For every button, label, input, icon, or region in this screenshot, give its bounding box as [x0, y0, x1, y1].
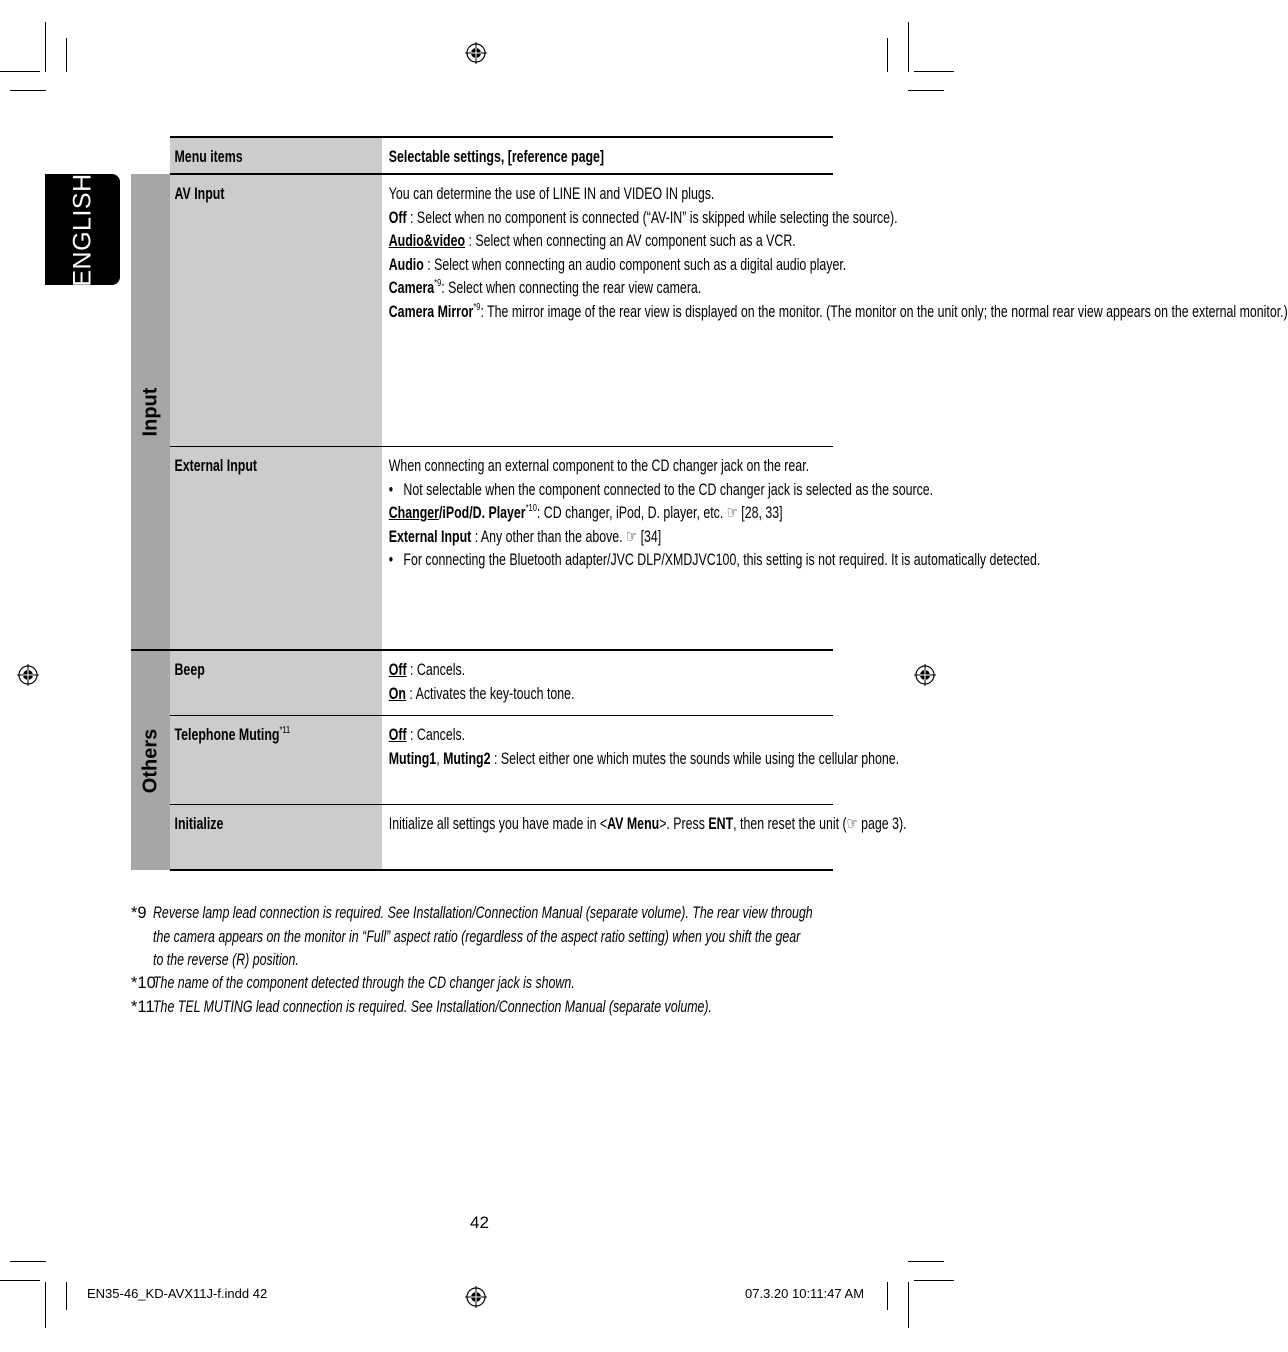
page-number: 42 [470, 1213, 489, 1232]
registration-mark-icon [914, 664, 936, 686]
crop-mark [887, 1282, 888, 1310]
crop-mark [10, 90, 46, 91]
option-external-input: External Input : Any other than the above. ☞ [34] [388, 527, 662, 546]
option-camera: Camera$^{*9}$: Select when connecting the rear view camera. [388, 278, 702, 297]
option-off: Off : Cancels. [388, 726, 466, 744]
av-input-description: You can determine the use of LINE IN and VIDEO IN plugs. Off : Select when no component is connected (“AV-IN” is skipped while selecting the source). Audio&video : Select when connecting an AV component such as a VCR. Audio : Select when connecting an audio component such as a digital audio player. Camera$^{*9}$: Select when connecting the rear view camera. Camera Mirror$^{*9}$: The mirror image of the rear view is displayed on the monitor. (The monitor on the unit only; the normal rear view appears on the external monitor.) [382, 175, 720, 324]
footnote: *11 The TEL MUTING lead connection is required. See Installation/Connection Manual (separate volume). [131, 998, 712, 1016]
crop-mark [914, 71, 954, 72]
telephone-muting-description [382, 716, 900, 771]
option-muting: Muting1, Muting2 : Select either one which mutes the sounds while using the cellular phone. [388, 749, 900, 768]
option-on: On : Activates the key-touch tone. [388, 684, 575, 703]
table-row-telephone-muting [131, 716, 833, 805]
menu-item-beep: Beep [174, 661, 205, 679]
option-off: Off : Cancels. [388, 661, 466, 679]
footnote: *9 Reverse lamp lead connection is required. See Installation/Connection Manual (separate volume). The rear view through the camera appears on the monitor in “Full” aspect ratio (regardless of the aspect ratio setting) when you shift the gear to the reverse (R) position. [131, 904, 813, 969]
crop-mark [908, 90, 944, 91]
language-tab [45, 174, 120, 285]
external-input-description: When connecting an external component to the CD changer jack on the rear. • Not selectable when the component connected to the CD changer jack is selected as the source. Changer/iPod/D. Player$^{*10}$: CD changer, iPod, D. player, etc. ☞ [28, 33] External Input : Any other than the above. ☞ [34] • For connecting the Bluetooth adapter/JVC DLP/XMDJVC100, this setting is not required. It is automatically detected. [382, 447, 720, 573]
beep-description [382, 651, 720, 706]
bullet-note: • Not selectable when the component connected to the CD changer jack is selected as the source. [388, 480, 934, 499]
language-tab-label: ENGLISH [68, 172, 96, 287]
menu-settings-table [131, 136, 1288, 871]
option-off: Off : Select when no component is connected (“AV-IN” is skipped while selecting the source). [388, 208, 898, 227]
footnote: *10 The name of the component detected through the CD changer jack is shown. [131, 974, 575, 992]
option-camera-mirror: Camera Mirror$^{*9}$: The mirror image of the rear view is displayed on the monitor. (The monitor on the unit only; the normal rear view appears on the external monitor.) [388, 301, 1288, 321]
header-menu-items: Menu items [170, 137, 382, 174]
crop-mark [908, 22, 909, 72]
option-changer: Changer/iPod/D. Player$^{*10}$: CD changer, iPod, D. player, etc. ☞ [28, 33] [388, 503, 783, 522]
crop-mark [45, 1282, 46, 1328]
crop-mark [0, 1280, 40, 1281]
bullet-note: • For connecting the Bluetooth adapter/JVC DLP/XMDJVC100, this setting is not required. It is automatically detected. [388, 551, 1041, 569]
header-selectable-settings: Selectable settings, [reference page] [382, 137, 833, 174]
registration-mark-icon [17, 664, 39, 686]
option-audio: Audio : Select when connecting an audio component such as a digital audio player. [388, 255, 847, 274]
menu-item-external-input: External Input [174, 457, 258, 475]
crop-mark [887, 38, 888, 72]
crop-mark [914, 1280, 954, 1281]
registration-mark-icon [465, 1286, 487, 1308]
table-row-external-input [131, 447, 833, 651]
category-others: Others [131, 650, 170, 870]
table-header-row [131, 137, 833, 174]
menu-item-initialize: Initialize [174, 815, 224, 833]
table-row-initialize [131, 805, 833, 871]
crop-mark [45, 22, 46, 72]
option-audio-video: Audio&video : Select when connecting an AV component such as a VCR. [388, 232, 796, 250]
menu-item-telephone-muting: Telephone Muting$^{*11}$ [174, 725, 291, 744]
crop-mark [908, 1261, 944, 1262]
menu-item-av-input: AV Input [174, 185, 225, 203]
table-row-beep [131, 650, 833, 716]
crop-mark [66, 1282, 67, 1310]
crop-mark [66, 38, 67, 72]
table-row-av-input [131, 174, 833, 447]
initialize-description: Initialize all settings you have made in <AV Menu>. Press ENT, then reset the unit (☞ page 3). [388, 815, 907, 833]
crop-mark [908, 1282, 909, 1328]
crop-mark [0, 71, 40, 72]
footer-timestamp: 07.3.20 10:11:47 AM [745, 1286, 865, 1301]
footer-file-name: EN35-46_KD-AVX11J-f.indd 42 [87, 1286, 268, 1301]
crop-mark [10, 1261, 46, 1262]
footnotes [131, 902, 833, 1020]
registration-mark-icon [465, 42, 487, 64]
category-input: Input [131, 174, 170, 650]
